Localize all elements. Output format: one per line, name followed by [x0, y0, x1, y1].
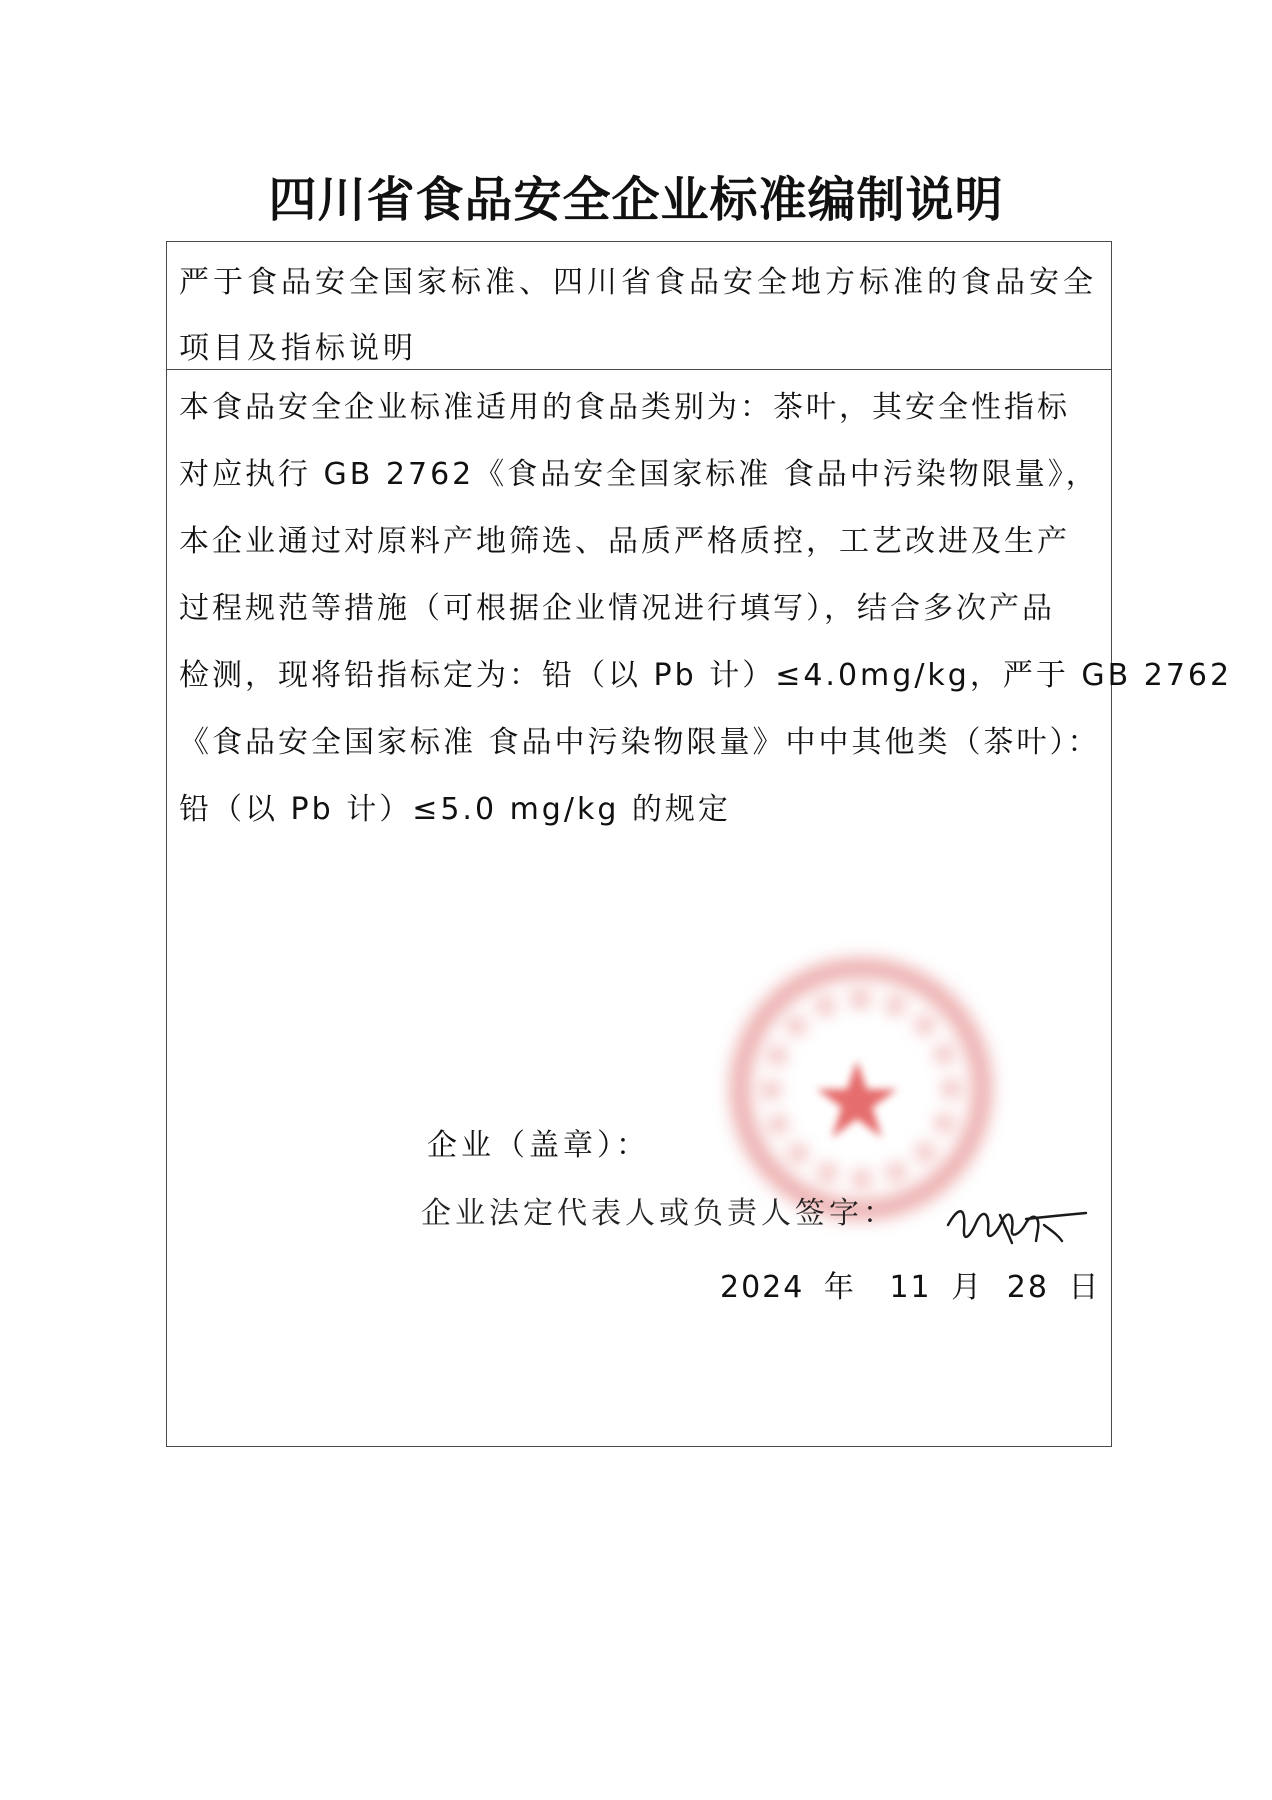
section-heading-line-1: 严于食品安全国家标准、四川省食品安全地方标准的食品安全 — [179, 265, 1097, 300]
handwritten-signature — [940, 1185, 1090, 1255]
date-year-unit: 年 — [823, 1270, 856, 1305]
company-seal-label: 企业（盖章）： — [427, 1128, 650, 1163]
body-line-1: 本食品安全企业标准适用的食品类别为：茶叶，其安全性指标 — [179, 390, 1070, 425]
legal-representative-label: 企业法定代表人或负责人签字： — [421, 1196, 897, 1231]
date-year: 2024 — [720, 1270, 805, 1305]
body-line-2: 对应执行 GB 2762《食品安全国家标准 食品中污染物限量》， — [179, 457, 1099, 492]
signature-date — [720, 1262, 1100, 1306]
body-line-5: 检测，现将铅指标定为：铅（以 Pb 计）≤4.0mg/kg，严于 GB 2762 — [179, 658, 1233, 693]
body-line-6: 《食品安全国家标准 食品中污染物限量》中中其他类（茶叶）： — [179, 725, 1101, 760]
section-heading — [167, 242, 1111, 370]
body-line-3: 本企业通过对原料产地筛选、品质严格质控，工艺改进及生产 — [179, 524, 1070, 559]
body-line-7: 铅（以 Pb 计）≤5.0 mg/kg 的规定 — [179, 792, 731, 827]
date-month: 11 — [889, 1270, 932, 1305]
section-heading-line-2: 项目及指标说明 — [179, 331, 417, 366]
document-title: 四川省食品安全企业标准编制说明 — [268, 172, 1004, 228]
date-day-unit: 日 — [1068, 1270, 1101, 1305]
body-line-4: 过程规范等措施（可根据企业情况进行填写），结合多次产品 — [179, 591, 1055, 626]
explanation-body — [167, 370, 1233, 843]
seal-star-icon — [812, 1055, 902, 1145]
date-month-unit: 月 — [951, 1270, 984, 1305]
date-day: 28 — [1006, 1270, 1049, 1305]
